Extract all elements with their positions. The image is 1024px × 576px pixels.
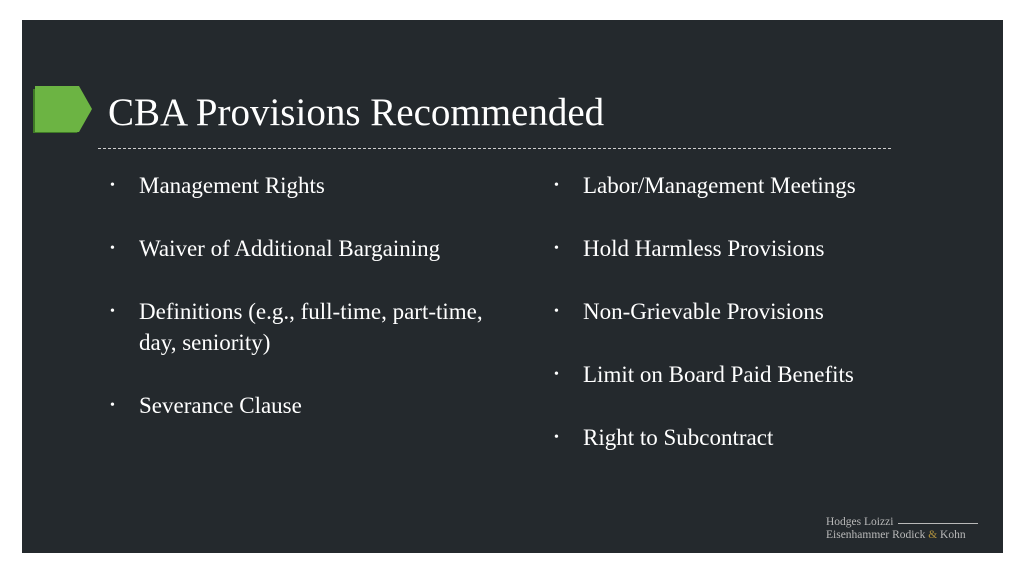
left-bullet-list [110,170,510,453]
green-tab-accent [33,86,92,136]
list-item [110,170,510,201]
list-item [554,422,974,453]
list-item-text: Non-Grievable Provisions [583,299,824,324]
list-item [110,390,510,421]
logo-ampersand: & [928,529,938,541]
list-item [554,296,974,327]
logo-line-2a: Eisenhammer Rodick [826,529,926,541]
list-item-text: Hold Harmless Provisions [583,236,825,261]
list-item [110,233,510,264]
list-item-text: Limit on Board Paid Benefits [583,362,854,387]
bullet-icon: • [554,367,559,382]
logo-line-1: Hodges Loizzi [826,516,894,528]
list-item-text: Definitions (e.g., full-time, part-time, day, seniority) [139,299,483,355]
list-item [554,359,974,390]
slide [22,20,1003,553]
logo-line-2b: Kohn [940,529,966,541]
bullet-icon: • [110,178,115,193]
list-item-text: Right to Subcontract [583,425,774,450]
list-item-text: Management Rights [139,173,325,198]
list-item [554,170,974,201]
right-bullet-list [554,170,974,485]
bullet-icon: • [554,178,559,193]
slide-title: CBA Provisions Recommended [108,91,605,134]
bullet-icon: • [110,398,115,413]
bullet-icon: • [554,304,559,319]
logo-rule [898,523,978,524]
list-item-text: Labor/Management Meetings [583,173,856,198]
firm-logo [826,516,978,542]
bullet-icon: • [110,241,115,256]
title-divider [98,148,891,149]
bullet-icon: • [554,430,559,445]
bullet-icon: • [110,304,115,319]
list-item [554,233,974,264]
list-item-text: Severance Clause [139,393,302,418]
bullet-icon: • [554,241,559,256]
list-item [110,296,510,358]
list-item-text: Waiver of Additional Bargaining [139,236,441,261]
